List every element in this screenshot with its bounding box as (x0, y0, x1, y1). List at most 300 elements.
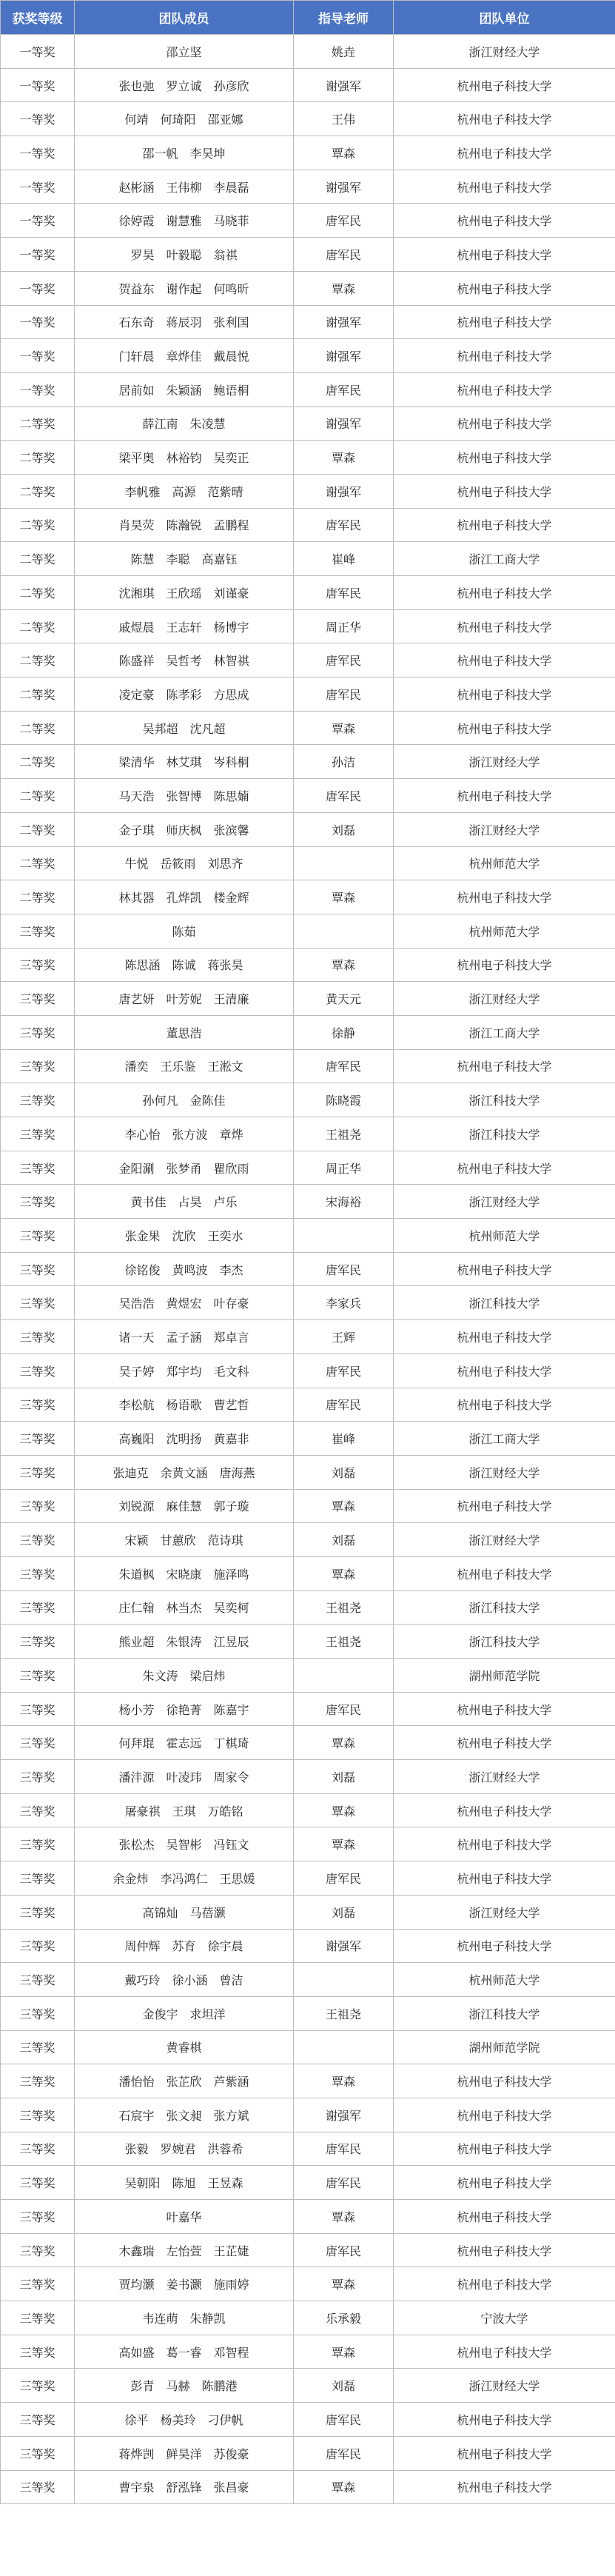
table-row (1, 1083, 615, 1117)
award-level-cell: 二等奖 (1, 508, 75, 542)
table-row (1, 474, 615, 508)
advisor-cell: 覃森 (294, 1726, 394, 1760)
award-level-cell: 三等奖 (1, 2436, 75, 2470)
team-members-cell: 陈慧 李聪 高嘉钰 (75, 542, 294, 576)
header-award-level: 获奖等级 (1, 1, 75, 35)
team-members-cell: 张也弛 罗立诚 孙彦欣 (75, 68, 294, 102)
team-unit-cell: 浙江财经大学 (394, 1895, 615, 1929)
award-level-cell: 一等奖 (1, 170, 75, 204)
advisor-cell: 覃森 (294, 441, 394, 475)
table-row (1, 1556, 615, 1590)
table-row (1, 1996, 615, 2030)
table-row (1, 1760, 615, 1794)
award-level-cell: 一等奖 (1, 305, 75, 339)
team-unit-cell: 湖州师范学院 (394, 2030, 615, 2064)
advisor-cell: 谢强军 (294, 1929, 394, 1963)
team-members-cell: 吴邦超 沈凡超 (75, 711, 294, 745)
team-members-cell: 徐铭俊 黄鸣波 李杰 (75, 1252, 294, 1286)
award-level-cell: 三等奖 (1, 1185, 75, 1219)
table-row (1, 1726, 615, 1760)
award-level-cell: 一等奖 (1, 102, 75, 136)
advisor-cell: 覃森 (294, 1827, 394, 1861)
team-members-cell: 韦连萌 朱静凯 (75, 2301, 294, 2335)
team-unit-cell: 杭州电子科技大学 (394, 576, 615, 610)
team-members-cell: 诸一天 孟子涵 郑卓言 (75, 1320, 294, 1354)
team-unit-cell: 杭州电子科技大学 (394, 136, 615, 170)
table-row (1, 2267, 615, 2301)
table-row (1, 2335, 615, 2369)
team-members-cell: 李松航 杨语歌 曹艺哲 (75, 1388, 294, 1422)
table-row (1, 576, 615, 610)
team-unit-cell: 浙江财经大学 (394, 1760, 615, 1794)
team-unit-cell: 杭州电子科技大学 (394, 2403, 615, 2437)
award-level-cell: 三等奖 (1, 914, 75, 948)
award-level-cell: 一等奖 (1, 136, 75, 170)
team-members-cell: 张松杰 吴智彬 冯钰文 (75, 1827, 294, 1861)
advisor-cell: 唐军民 (294, 2132, 394, 2166)
award-level-cell: 三等奖 (1, 2335, 75, 2369)
table-row (1, 914, 615, 948)
table-row (1, 1151, 615, 1185)
table-row (1, 948, 615, 982)
award-level-cell: 二等奖 (1, 542, 75, 576)
team-members-cell: 李心怡 张方波 章烨 (75, 1117, 294, 1151)
award-level-cell: 三等奖 (1, 1219, 75, 1253)
team-unit-cell: 杭州电子科技大学 (394, 609, 615, 643)
table-row (1, 1422, 615, 1456)
table-row (1, 2436, 615, 2470)
team-unit-cell: 浙江财经大学 (394, 1185, 615, 1219)
team-members-cell: 唐艺妍 叶芳妮 王清廉 (75, 982, 294, 1016)
team-unit-cell: 浙江科技大学 (394, 1996, 615, 2030)
team-members-cell: 陈盛祥 吴哲考 林智祺 (75, 643, 294, 678)
table-row (1, 812, 615, 846)
team-members-cell: 潘奕 王乐鉴 王淞文 (75, 1049, 294, 1083)
award-level-cell: 三等奖 (1, 1929, 75, 1963)
advisor-cell: 宋海裕 (294, 1185, 394, 1219)
team-unit-cell: 杭州电子科技大学 (394, 407, 615, 441)
team-unit-cell: 杭州电子科技大学 (394, 1489, 615, 1523)
table-row (1, 2470, 615, 2504)
table-row (1, 2200, 615, 2234)
team-unit-cell: 杭州电子科技大学 (394, 1320, 615, 1354)
team-members-cell: 吴浩浩 黄煜宏 叶存豪 (75, 1286, 294, 1320)
team-unit-cell: 杭州电子科技大学 (394, 1929, 615, 1963)
advisor-cell: 乐承毅 (294, 2301, 394, 2335)
advisor-cell: 唐军民 (294, 2166, 394, 2200)
award-level-cell: 三等奖 (1, 1083, 75, 1117)
table-row (1, 2098, 615, 2132)
team-unit-cell: 浙江财经大学 (394, 35, 615, 69)
team-unit-cell: 杭州电子科技大学 (394, 508, 615, 542)
award-level-cell: 三等奖 (1, 2301, 75, 2335)
team-members-cell: 居前如 朱颖涵 鲍语桐 (75, 372, 294, 407)
team-members-cell: 金俊宇 求坦洋 (75, 1996, 294, 2030)
award-level-cell: 二等奖 (1, 846, 75, 880)
advisor-cell: 唐军民 (294, 204, 394, 238)
advisor-cell: 谢强军 (294, 474, 394, 508)
team-members-cell: 熊业超 朱银涛 江昱辰 (75, 1625, 294, 1659)
team-members-cell: 董思浩 (75, 1015, 294, 1049)
advisor-cell (294, 1219, 394, 1253)
team-members-cell: 朱道枫 宋晓康 施泽鸣 (75, 1556, 294, 1590)
award-level-cell: 三等奖 (1, 1523, 75, 1557)
team-unit-cell: 杭州电子科技大学 (394, 441, 615, 475)
advisor-cell: 唐军民 (294, 372, 394, 407)
team-unit-cell: 杭州电子科技大学 (394, 2267, 615, 2301)
team-members-cell: 吴子婷 郑宇均 毛文科 (75, 1354, 294, 1388)
advisor-cell: 唐军民 (294, 2436, 394, 2470)
award-level-cell: 三等奖 (1, 1659, 75, 1693)
award-level-cell: 二等奖 (1, 812, 75, 846)
table-row (1, 711, 615, 745)
team-members-cell: 凌定豪 陈孝彩 方思成 (75, 678, 294, 712)
award-level-cell: 二等奖 (1, 441, 75, 475)
advisor-cell: 崔峰 (294, 542, 394, 576)
advisor-cell: 陈晓霞 (294, 1083, 394, 1117)
table-row (1, 2064, 615, 2098)
advisor-cell: 唐军民 (294, 238, 394, 272)
team-unit-cell: 杭州师范大学 (394, 846, 615, 880)
table-row (1, 609, 615, 643)
table-row (1, 1963, 615, 1997)
team-unit-cell: 浙江科技大学 (394, 1117, 615, 1151)
advisor-cell: 姚垚 (294, 35, 394, 69)
table-row (1, 372, 615, 407)
table-row (1, 1015, 615, 1049)
award-level-cell: 三等奖 (1, 1625, 75, 1659)
advisor-cell: 覃森 (294, 1556, 394, 1590)
team-unit-cell: 浙江财经大学 (394, 745, 615, 779)
advisor-cell: 唐军民 (294, 1388, 394, 1422)
advisor-cell: 刘磊 (294, 1455, 394, 1489)
award-level-cell: 二等奖 (1, 779, 75, 813)
table-row (1, 68, 615, 102)
award-level-cell: 三等奖 (1, 1286, 75, 1320)
team-unit-cell: 杭州电子科技大学 (394, 1151, 615, 1185)
team-unit-cell: 杭州电子科技大学 (394, 711, 615, 745)
award-level-cell: 三等奖 (1, 2132, 75, 2166)
team-members-cell: 肖昊荧 陈瀚锐 孟鹏程 (75, 508, 294, 542)
award-level-cell: 三等奖 (1, 2064, 75, 2098)
advisor-cell: 谢强军 (294, 170, 394, 204)
team-unit-cell: 浙江财经大学 (394, 2369, 615, 2403)
advisor-cell: 覃森 (294, 711, 394, 745)
team-members-cell: 潘怡怡 张芷欣 芦紫涵 (75, 2064, 294, 2098)
team-members-cell: 沈湘琪 王欣瑶 刘谨豪 (75, 576, 294, 610)
team-members-cell: 潘沣源 叶凌玮 周家令 (75, 1760, 294, 1794)
table-row (1, 1895, 615, 1929)
team-members-cell: 彭青 马赫 陈鹏港 (75, 2369, 294, 2403)
team-members-cell: 贺益东 谢作起 何鸣昕 (75, 271, 294, 305)
team-members-cell: 张毅 罗婉君 洪蓉希 (75, 2132, 294, 2166)
table-row (1, 1286, 615, 1320)
team-members-cell: 梁平奥 林裕钧 吴奕正 (75, 441, 294, 475)
team-members-cell: 张金果 沈欣 王奕水 (75, 1219, 294, 1253)
table-row (1, 745, 615, 779)
award-level-cell: 三等奖 (1, 1422, 75, 1456)
team-members-cell: 徐婷霞 谢慧雅 马晓菲 (75, 204, 294, 238)
table-row (1, 1861, 615, 1896)
advisor-cell: 覃森 (294, 1793, 394, 1827)
team-members-cell: 贾均灏 姜书灏 施雨婷 (75, 2267, 294, 2301)
team-members-cell: 刘锐源 麻佳慧 郭子璇 (75, 1489, 294, 1523)
header-row (1, 1, 615, 35)
table-row (1, 643, 615, 678)
advisor-cell: 谢强军 (294, 68, 394, 102)
award-level-cell: 一等奖 (1, 271, 75, 305)
table-row (1, 1489, 615, 1523)
table-row (1, 1827, 615, 1861)
team-members-cell: 金子琪 师庆枫 张滨馨 (75, 812, 294, 846)
table-row (1, 441, 615, 475)
advisor-cell: 王祖尧 (294, 1117, 394, 1151)
table-row (1, 204, 615, 238)
award-level-cell: 一等奖 (1, 35, 75, 69)
team-unit-cell: 杭州电子科技大学 (394, 372, 615, 407)
table-row (1, 1692, 615, 1726)
team-members-cell: 黄书佳 占昊 卢乐 (75, 1185, 294, 1219)
table-row (1, 1185, 615, 1219)
team-members-cell: 石宸宇 张文昶 张方斌 (75, 2098, 294, 2132)
award-level-cell: 三等奖 (1, 2200, 75, 2234)
team-unit-cell: 杭州电子科技大学 (394, 1556, 615, 1590)
award-level-cell: 三等奖 (1, 1827, 75, 1861)
team-unit-cell: 杭州师范大学 (394, 914, 615, 948)
header-team-unit: 团队单位 (394, 1, 615, 35)
award-level-cell: 三等奖 (1, 1015, 75, 1049)
team-unit-cell: 杭州电子科技大学 (394, 2166, 615, 2200)
award-level-cell: 三等奖 (1, 1354, 75, 1388)
advisor-cell (294, 1963, 394, 1997)
table-row (1, 846, 615, 880)
team-unit-cell: 杭州电子科技大学 (394, 948, 615, 982)
advisor-cell: 覃森 (294, 1489, 394, 1523)
table-row (1, 508, 615, 542)
award-level-cell: 三等奖 (1, 2267, 75, 2301)
team-members-cell: 叶嘉华 (75, 2200, 294, 2234)
award-level-cell: 三等奖 (1, 2166, 75, 2200)
team-members-cell: 周仲辉 苏育 徐宇晨 (75, 1929, 294, 1963)
table-row (1, 2132, 615, 2166)
team-unit-cell: 浙江工商大学 (394, 1422, 615, 1456)
team-unit-cell: 杭州电子科技大学 (394, 1692, 615, 1726)
award-level-cell: 二等奖 (1, 745, 75, 779)
table-body (1, 35, 615, 2504)
award-level-cell: 一等奖 (1, 238, 75, 272)
table-row (1, 2030, 615, 2064)
award-level-cell: 二等奖 (1, 711, 75, 745)
award-level-cell: 三等奖 (1, 1726, 75, 1760)
award-level-cell: 二等奖 (1, 576, 75, 610)
advisor-cell: 唐军民 (294, 1861, 394, 1896)
advisor-cell: 覃森 (294, 271, 394, 305)
team-members-cell: 高巍阳 沈明扬 黄嘉非 (75, 1422, 294, 1456)
table-row (1, 305, 615, 339)
award-level-cell: 三等奖 (1, 1320, 75, 1354)
advisor-cell: 覃森 (294, 2200, 394, 2234)
advisor-cell: 唐军民 (294, 678, 394, 712)
advisor-cell (294, 1659, 394, 1693)
award-level-cell: 三等奖 (1, 1388, 75, 1422)
team-unit-cell: 浙江财经大学 (394, 812, 615, 846)
team-unit-cell: 杭州电子科技大学 (394, 2200, 615, 2234)
award-level-cell: 三等奖 (1, 1793, 75, 1827)
team-members-cell: 陈茹 (75, 914, 294, 948)
award-level-cell: 一等奖 (1, 68, 75, 102)
team-unit-cell: 浙江财经大学 (394, 982, 615, 1016)
team-unit-cell: 杭州电子科技大学 (394, 102, 615, 136)
header-team-members: 团队成员 (75, 1, 294, 35)
team-members-cell: 戴巧玲 徐小涵 曾洁 (75, 1963, 294, 1997)
advisor-cell: 刘磊 (294, 1760, 394, 1794)
team-members-cell: 金阳涮 张梦甬 瞿欣雨 (75, 1151, 294, 1185)
team-unit-cell: 杭州电子科技大学 (394, 305, 615, 339)
team-members-cell: 李帆雅 高源 范紫晴 (75, 474, 294, 508)
advisor-cell: 刘磊 (294, 1895, 394, 1929)
advisor-cell: 唐军民 (294, 1354, 394, 1388)
team-members-cell: 高锦灿 马蓓灏 (75, 1895, 294, 1929)
advisor-cell (294, 914, 394, 948)
team-members-cell: 孙何凡 金陈佳 (75, 1083, 294, 1117)
team-unit-cell: 浙江科技大学 (394, 1590, 615, 1625)
team-unit-cell: 杭州电子科技大学 (394, 880, 615, 914)
team-unit-cell: 浙江财经大学 (394, 1455, 615, 1489)
award-level-cell: 二等奖 (1, 678, 75, 712)
advisor-cell: 刘磊 (294, 812, 394, 846)
team-members-cell: 杨小芳 徐艳菁 陈嘉宇 (75, 1692, 294, 1726)
team-members-cell: 何拜琨 霍志远 丁棋琦 (75, 1726, 294, 1760)
advisor-cell: 唐军民 (294, 1692, 394, 1726)
advisor-cell: 刘磊 (294, 1523, 394, 1557)
advisor-cell: 唐军民 (294, 1049, 394, 1083)
team-unit-cell: 宁波大学 (394, 2301, 615, 2335)
table-row (1, 1354, 615, 1388)
team-unit-cell: 湖州师范学院 (394, 1659, 615, 1693)
table-row (1, 407, 615, 441)
table-row (1, 170, 615, 204)
table-row (1, 1523, 615, 1557)
team-unit-cell: 杭州电子科技大学 (394, 1354, 615, 1388)
award-level-cell: 一等奖 (1, 372, 75, 407)
table-row (1, 102, 615, 136)
advisor-cell: 唐军民 (294, 643, 394, 678)
table-row (1, 880, 615, 914)
team-unit-cell: 杭州电子科技大学 (394, 238, 615, 272)
team-unit-cell: 杭州电子科技大学 (394, 1827, 615, 1861)
award-level-cell: 三等奖 (1, 1117, 75, 1151)
team-unit-cell: 杭州电子科技大学 (394, 2335, 615, 2369)
award-level-cell: 三等奖 (1, 1049, 75, 1083)
team-unit-cell: 杭州电子科技大学 (394, 1726, 615, 1760)
advisor-cell: 唐军民 (294, 2403, 394, 2437)
advisor-cell: 王伟 (294, 102, 394, 136)
team-members-cell: 梁清华 林艾琪 岑科桐 (75, 745, 294, 779)
team-unit-cell: 浙江科技大学 (394, 1286, 615, 1320)
team-unit-cell: 浙江工商大学 (394, 542, 615, 576)
award-level-cell: 三等奖 (1, 1692, 75, 1726)
team-unit-cell: 杭州师范大学 (394, 1963, 615, 1997)
team-members-cell: 赵彬涵 王伟柳 李晨磊 (75, 170, 294, 204)
table-row (1, 1117, 615, 1151)
table-row (1, 2369, 615, 2403)
advisor-cell: 王祖尧 (294, 1996, 394, 2030)
team-members-cell: 陈思涵 陈诚 蒋张昊 (75, 948, 294, 982)
team-members-cell: 余金炜 李冯鸿仁 王思媛 (75, 1861, 294, 1896)
team-unit-cell: 杭州电子科技大学 (394, 2132, 615, 2166)
table-row (1, 1252, 615, 1286)
advisor-cell: 周正华 (294, 1151, 394, 1185)
award-level-cell: 二等奖 (1, 643, 75, 678)
advisor-cell: 周正华 (294, 609, 394, 643)
team-unit-cell: 杭州电子科技大学 (394, 339, 615, 373)
team-unit-cell: 杭州电子科技大学 (394, 1049, 615, 1083)
team-members-cell: 罗昊 叶毅聪 翁祺 (75, 238, 294, 272)
team-unit-cell: 浙江财经大学 (394, 1523, 615, 1557)
advisor-cell: 唐军民 (294, 508, 394, 542)
award-level-cell: 二等奖 (1, 880, 75, 914)
team-unit-cell: 杭州电子科技大学 (394, 2470, 615, 2504)
table-row (1, 678, 615, 712)
award-level-cell: 三等奖 (1, 2030, 75, 2064)
team-unit-cell: 杭州电子科技大学 (394, 1388, 615, 1422)
team-members-cell: 何靖 何琦阳 邵亚娜 (75, 102, 294, 136)
table-row (1, 982, 615, 1016)
team-members-cell: 张迪克 余黄文涵 唐海燕 (75, 1455, 294, 1489)
advisor-cell: 李家兵 (294, 1286, 394, 1320)
table-row (1, 1320, 615, 1354)
advisor-cell: 唐军民 (294, 1252, 394, 1286)
advisor-cell: 孙洁 (294, 745, 394, 779)
advisor-cell (294, 846, 394, 880)
advisor-cell: 徐静 (294, 1015, 394, 1049)
advisor-cell (294, 2030, 394, 2064)
team-members-cell: 戚煜晨 王志轩 杨博宇 (75, 609, 294, 643)
team-members-cell: 林其器 孔烨凯 楼金辉 (75, 880, 294, 914)
table-row (1, 136, 615, 170)
advisor-cell: 谢强军 (294, 305, 394, 339)
advisor-cell: 谢强军 (294, 339, 394, 373)
award-level-cell: 三等奖 (1, 1455, 75, 1489)
award-level-cell: 三等奖 (1, 1590, 75, 1625)
table-row (1, 779, 615, 813)
team-members-cell: 庄仁翰 林当杰 吴奕柯 (75, 1590, 294, 1625)
advisor-cell: 覃森 (294, 2267, 394, 2301)
table-row (1, 542, 615, 576)
team-unit-cell: 杭州电子科技大学 (394, 2233, 615, 2267)
team-unit-cell: 杭州电子科技大学 (394, 204, 615, 238)
table-row (1, 2233, 615, 2267)
advisor-cell: 覃森 (294, 2064, 394, 2098)
team-members-cell: 朱文涛 梁启炜 (75, 1659, 294, 1693)
award-level-cell: 三等奖 (1, 1252, 75, 1286)
team-unit-cell: 杭州电子科技大学 (394, 2436, 615, 2470)
advisor-cell: 谢强军 (294, 2098, 394, 2132)
header-advisor: 指导老师 (294, 1, 394, 35)
table-row (1, 2301, 615, 2335)
advisor-cell: 黄天元 (294, 982, 394, 1016)
team-unit-cell: 浙江科技大学 (394, 1083, 615, 1117)
table-row (1, 1049, 615, 1083)
team-unit-cell: 杭州电子科技大学 (394, 2098, 615, 2132)
team-members-cell: 蒋烨剀 鲜昊洋 苏俊豪 (75, 2436, 294, 2470)
table-row (1, 1590, 615, 1625)
team-unit-cell: 杭州师范大学 (394, 1219, 615, 1253)
award-level-cell: 二等奖 (1, 407, 75, 441)
team-members-cell: 黄睿棋 (75, 2030, 294, 2064)
award-level-cell: 一等奖 (1, 204, 75, 238)
advisor-cell: 王辉 (294, 1320, 394, 1354)
